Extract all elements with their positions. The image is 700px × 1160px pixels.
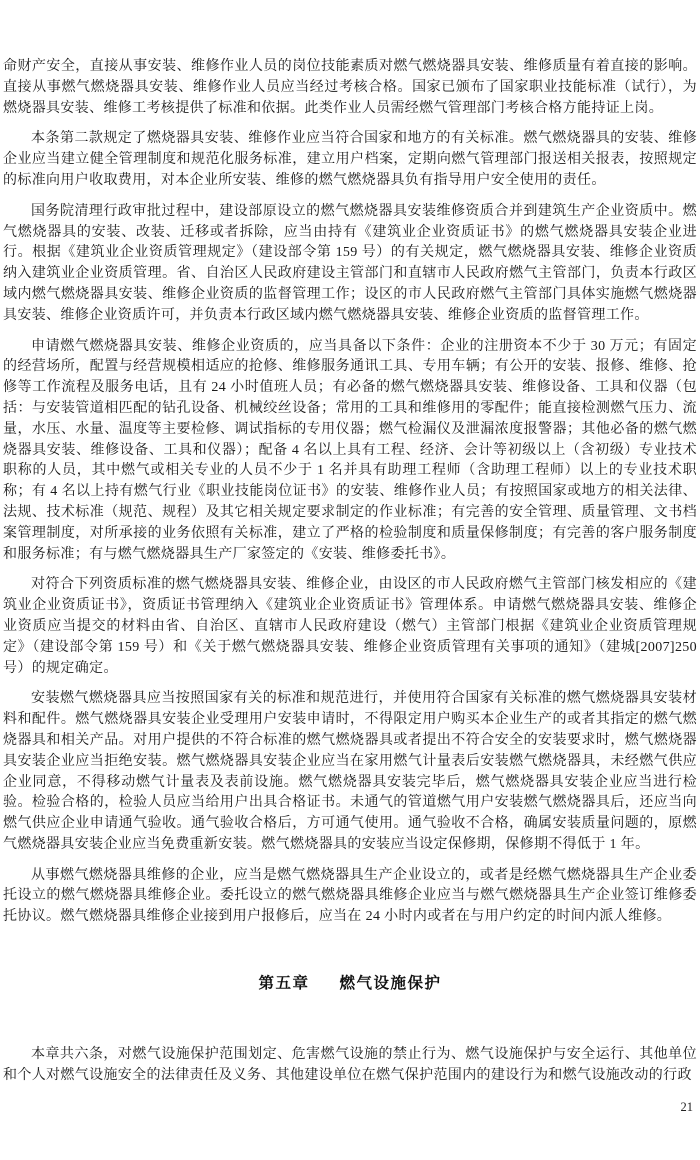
page-number: 21: [680, 1100, 693, 1114]
body-paragraph: 从事燃气燃烧器具维修的企业，应当是燃气燃烧器具生产企业设立的，或者是经燃气燃烧器具生产企业委托设立的燃气燃烧器具维修企业。委托设立的燃气燃烧器具维修企业应当与燃气燃烧器具生产企业签订维修委托协议。燃气燃烧器具维修企业接到用户报修后，应当在 24 小时内或者在与用户约定的时间内派人维修。: [3, 867, 697, 925]
body-paragraph: 本条第二款规定了燃烧器具安装、维修作业应当符合国家和地方的有关标准。燃气燃烧器具的安装、维修企业应当建立健全管理制度和规范化服务标准，建立用户档案，定期向燃气管理部门报送相关报表，按照规定的标准向用户收取费用，对本企业所安装、维修的燃气燃烧器具负有指导用户安全使用的责任。: [3, 131, 697, 188]
chapter-number: 第五章: [258, 975, 310, 993]
chapter-title: 燃气设施保护: [339, 975, 442, 993]
body-paragraph: 命财产安全，直接从事安装、维修作业人员的岗位技能素质对燃气燃烧器具安装、维修质量有着直接的影响。直接从事燃气燃烧器具安装、维修作业人员应当经过考核合格。国家已颁布了国家职业技能标准（试行），为燃烧器具安装、维修工考核提供了标准和依据。此类作业人员需经燃气管理部门考核合格方能持证上岗。: [3, 59, 697, 116]
body-paragraph: 对符合下列资质标准的燃气燃烧器具安装、维修企业，由设区的市人民政府燃气主管部门核发相应的《建筑业企业资质证书》，资质证书管理纳入《建筑业企业资质证书》管理体系。申请燃气燃烧器具安装、维修企业资质应当提交的材料由省、自治区、直辖市人民政府建设（燃气）主管部门根据《建筑业企业资质管理规定》（建设部令第 159 号）和《关于燃气燃烧器具安装、维修企业资质管理有关事项的通知》（建城[2007]250 号）的规定确定。: [3, 577, 697, 676]
body-paragraph: 本章共六条，对燃气设施保护范围划定、危害燃气设施的禁止行为、燃气设施保护与安全运行、其他单位和个人对燃气设施安全的法律责任及义务、其他建设单位在燃气保护范围内的建设行为和燃气设施改动的行政: [3, 1047, 697, 1083]
body-paragraph: 国务院清理行政审批过程中，建设部原设立的燃气燃烧器具安装维修资质合并到建筑生产企业资质中。燃气燃烧器具的安装、改装、迁移或者拆除，应当由持有《建筑业企业资质证书》的燃气燃烧器具安装企业进行。根据《建筑业企业资质管理规定》（建设部令第 159 号）的有关规定，燃气燃烧器具安装、维修企业资质纳入建筑业企业资质管理。省、自治区人民政府建设主管部门和直辖市人民政府燃气主管部门，负责本行政区域内燃气燃烧器具安装、维修企业资质的监督管理工作；设区的市人民政府燃气主管部门具体实施燃气燃烧器具安装、维修企业资质许可，并负责本行政区域内燃气燃烧器具安装、维修企业资质的监督管理工作。: [3, 203, 697, 323]
chapter-heading: [3, 971, 697, 993]
body-paragraph: 安装燃气燃烧器具应当按照国家有关的标准和规范进行，并使用符合国家有关标准的燃气燃烧器具安装材料和配件。燃气燃烧器具安装企业受理用户安装申请时，不得限定用户购买本企业生产的或者其指定的燃气燃烧器具和相关产品。对用户提供的不符合标准的燃气燃烧器具或者提出不符合安全的安装要求时，燃气燃烧器具安装企业应当拒绝安装。燃气燃烧器具安装企业应当在家用燃气计量表后安装燃气燃烧器具，未经燃气供应企业同意，不得移动燃气计量表及表前设施。燃气燃烧器具安装完毕后，燃气燃烧器具安装企业应当进行检验。检验合格的，检验人员应当给用户出具合格证书。未通气的管道燃气用户安装燃气燃烧器具后，还应当向燃气供应企业申请通气验收。通气验收合格后，方可通气使用。通气验收不合格，确属安装质量问题的，原燃气燃烧器具安装企业应当免费重新安装。燃气燃烧器具的安装应当设定保修期，保修期不得低于 1 年。: [3, 691, 697, 852]
body-paragraph: 申请燃气燃烧器具安装、维修企业资质的，应当具备以下条件：企业的注册资本不少于 30 万元；有固定的经营场所，配置与经营规模相适应的抢修、维修服务通讯工具、专用车辆；有公开的安装、报修、维修、抢修等工作流程及服务电话，且有 24 小时值班人员；有必备的燃气燃烧器具安装、维修设备、工具和仪器（包括：与安装管道相匹配的钻孔设备、机械绞丝设备；常用的工具和维修用的零配件；能直接检测燃气压力、流量，水压、水量、温度等主要检修、调试指标的专用仪器；燃气检漏仪及泄漏浓度报警器；其他必备的燃气燃烧器具安装、维修设备、工具和仪器）；配备 4 名以上具有工程、经济、会计等初级以上（含初级）专业技术职称的人员，其中燃气或相关专业的人员不少于 1 名并具有助理工程师（含助理工程师）以上的专业技术职称；有 4 名以上持有燃气行业《职业技能岗位证书》的安装、维修作业人员；有按照国家或地方的相关法律、法规、技术标准（规范、规程）及其它相关规定要求制定的作业标准；有完善的安全管理、质量管理、文书档案管理制度，对所承接的业务依照有关标准，建立了严格的检验制度和质量保修制度；有完善的客户服务制度和服务标准；有与燃气燃烧器具生产厂家签定的《安装、维修委托书》。: [3, 338, 697, 562]
